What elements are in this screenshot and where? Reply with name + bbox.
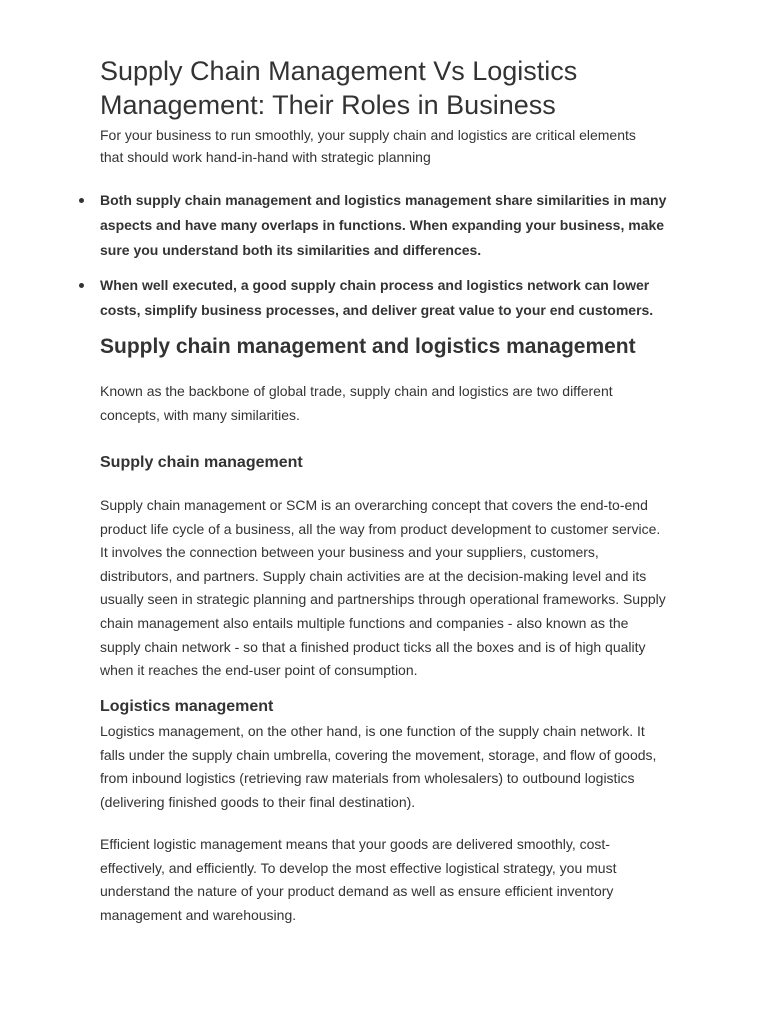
section-intro-paragraph: Known as the backbone of global trade, supply chain and logistics are two different concepts, with many similarities. <box>100 383 613 423</box>
list-item-text: Both supply chain management and logistics management share similarities in many aspects and have many overlaps in functions. When expanding your business, make sure you understand both its similarities and differences. <box>100 192 667 258</box>
logistics-paragraph-1: Logistics management, on the other hand, is one function of the supply chain network. It falls under the supply chain umbrella, covering the movement, storage, and flow of goods, from inbound logistics (retrieving raw materials from wholesalers) to outbound logistics (delivering finished goods to their final destination). <box>100 723 657 810</box>
key-points-list <box>100 188 680 333</box>
list-item <box>100 273 680 323</box>
bullet-icon <box>79 198 84 203</box>
intro-paragraph: For your business to run smoothly, your supply chain and logistics are critical elements that should work hand-in-hand with strategic planning <box>100 127 636 165</box>
list-item-text: When well executed, a good supply chain process and logistics network can lower costs, simplify business processes, and deliver great value to your end customers. <box>100 277 654 318</box>
list-item <box>100 188 680 263</box>
bullet-icon <box>79 283 84 288</box>
logistics-paragraph-2: Efficient logistic management means that your goods are delivered smoothly, cost-effectively, and efficiently. To develop the most effective logistical strategy, you must understand the nature of your product demand as well as ensure efficient inventory management and warehousing. <box>100 836 617 923</box>
scm-heading: Supply chain management <box>100 454 303 471</box>
page-title: Supply Chain Management Vs Logistics Management: Their Roles in Business <box>100 56 578 120</box>
section-heading: Supply chain management and logistics management <box>100 335 636 358</box>
scm-paragraph: Supply chain management or SCM is an overarching concept that covers the end-to-end product life cycle of a business, all the way from product development to customer service. It involves the connection between your business and your suppliers, customers, distributors, and partners. Supply chain activities are at the decision-making level and its usually seen in strategic planning and partnerships through operational frameworks. Supply chain management also entails multiple functions and companies - also known as the supply chain network - so that a finished product ticks all the boxes and is of high quality when it reaches the end-user point of consumption. <box>100 497 666 679</box>
logistics-heading: Logistics management <box>100 698 274 715</box>
